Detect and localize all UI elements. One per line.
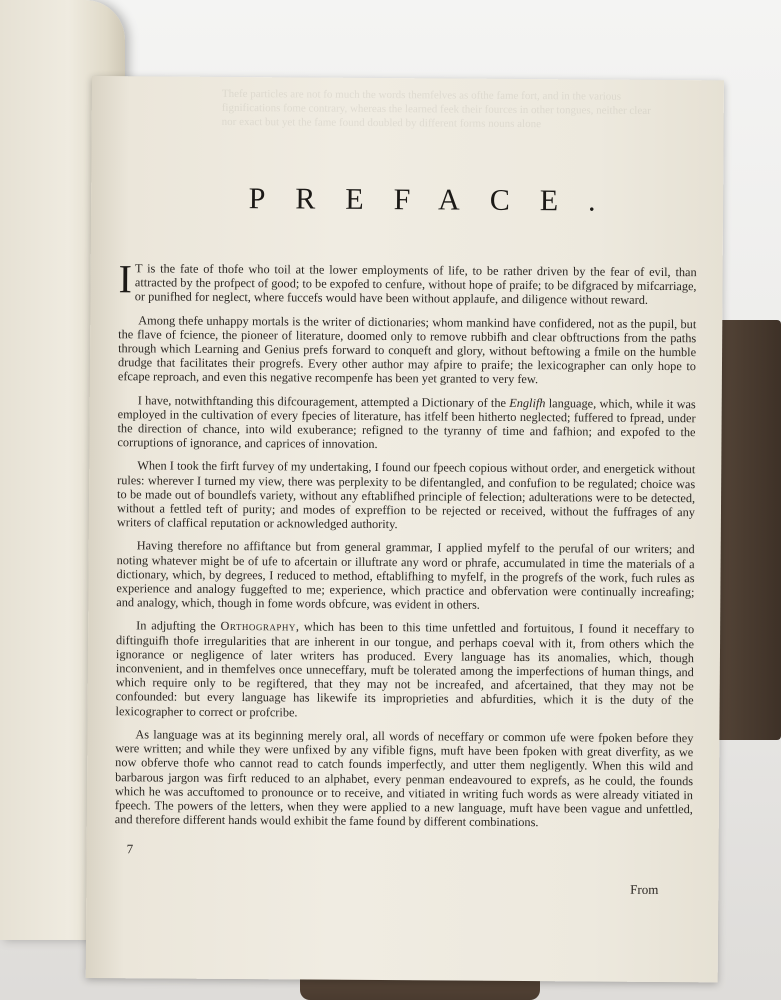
- book-page: [86, 76, 724, 982]
- paragraph-text: Having therefore no affiftance but from general grammar, I applied myfelf to the perufal of our writers; and noting whatever might be of ufe to afcertain or illuftrate any word or phrafe, accumulated in time the materials of a dictionary, which, by degrees, I reduced to method, eftablifhing to myfelf, in the progrefs of the work, fuch rules as experience and analogy fuggefted to me; experience, which practice and obfervation were continually increafing; and analogy, which, though in fome words obfcure, was evident in others.: [116, 538, 695, 612]
- page-number: 7: [126, 841, 134, 857]
- paragraph-text: When I took the firft furvey of my undertaking, I found our fpeech copious without order, and energetick without rules: wherever I turned my view, there was perplexity to be difentangled, and confufion to be regulated; choice was to be made out of boundlefs variety, without any eftablifhed principle of felection; adulterations were to be detected, without a fettled teft of purity; and modes of expreffion to be rejected or received, without the fuffrages of any writers of claffical reputation or acknowledged authority.: [116, 458, 696, 532]
- show-through-text: Thefe particles are not fo much the words themfelves as ofthe fame fort, and in the various fignifications fome contrary, whereas the learned feek their fources in other tongues, neither clear nor exact but yet the fame found doubled by different forms nouns alone: [221, 87, 651, 131]
- page-title: PREFACE.: [248, 182, 626, 218]
- paragraph-text-pre: I have, notwithftanding this difcouragement, attempted a Dictionary of the: [137, 392, 510, 410]
- paragraph-text: T is the fate of thofe who toil at the lower employments of life, to be rather driven by the fear of evil, than attracted by the profpect of good; to be expofed to cenfure, without hope of praife; to be difgraced by mifcarriage, or punifhed for neglect, where fuccefs would have been without applaufe, and diligence without reward.: [134, 261, 697, 308]
- paragraph-1: [118, 256, 697, 308]
- paragraph-text: As language was at its beginning merely oral, all words of neceffary or common ufe were fpoken before they were written; and while they were unfixed by any vifible figns, muft have been fpoken with great diverfity, as we now obferve thofe who cannot read to catch founds imperfectly, and utter them negligently. When this wild and barbarous jargon was firft reduced to an alphabet, every penman endeavoured to exprefs, as he could, the founds which he was accuftomed to pronounce or to receive, and vitiated in writing fuch words as were already vitiated in fpeech. The powers of the letters, when they were applied to a new language, muft have been vague and unfettled, and therefore different hands would exhibit the fame found by different combinations.: [114, 727, 694, 830]
- paragraph-text-post: language, which, while it was employed in the cultivation of every fpecies of literature, has itfelf been hitherto neglected; fuffered to fpread, under the direction of chance, into wild exuberance; refigned to the tyranny of time and fafhion; and expofed to the corruptions of ignorance, and caprices of innovation.: [117, 395, 696, 452]
- paragraph-7: [115, 727, 694, 830]
- paragraph-6: [116, 619, 695, 722]
- paragraph-4: [117, 459, 695, 534]
- paragraph-2: [118, 313, 696, 388]
- paragraph-text-pre: In adjufting the: [136, 618, 221, 634]
- paragraph-3: [117, 393, 695, 454]
- catchword: From: [630, 881, 659, 897]
- small-caps-word: Orthography: [220, 619, 296, 634]
- paragraph-5: [116, 539, 694, 614]
- paragraph-text: Among thefe unhappy mortals is the writer of dictionaries; whom mankind have confidered, not as the pupil, but the flave of fcience, the pioneer of literature, doomed only to remove rubbifh and clear obftructions from the paths through which Learning and Genius prefs forward to conqueft and glory, without beftowing a fmile on the humble drudge that facilitates their progrefs. Every other author may afpire to praife; the lexicographer can only hope to efcape reproach, and even this negative recompenfe has been yet granted to very few.: [117, 312, 697, 387]
- preface-body: [114, 256, 697, 839]
- drop-cap: I: [118, 256, 133, 302]
- paragraph-text-post: , which has been to this time unfettled and fortuitous, I found it neceffary to diftinguifh thofe irregularities that are inherent in our tongue, and perhaps coeval with it, from others which the ignorance or negligence of later writers has produced. Every language has its anomalies, which, though inconvenient, and in themfelves once unneceffary, muft be tolerated among the imperfections of human things, and which require only to be regiftered, that they may not be increafed, and afcertained, that they may not be confounded: but every language has likewife its improprieties and abfurdities, which it is the duty of the lexicographer to correct or profcribe.: [115, 619, 695, 720]
- italic-word: Englifh: [509, 395, 546, 410]
